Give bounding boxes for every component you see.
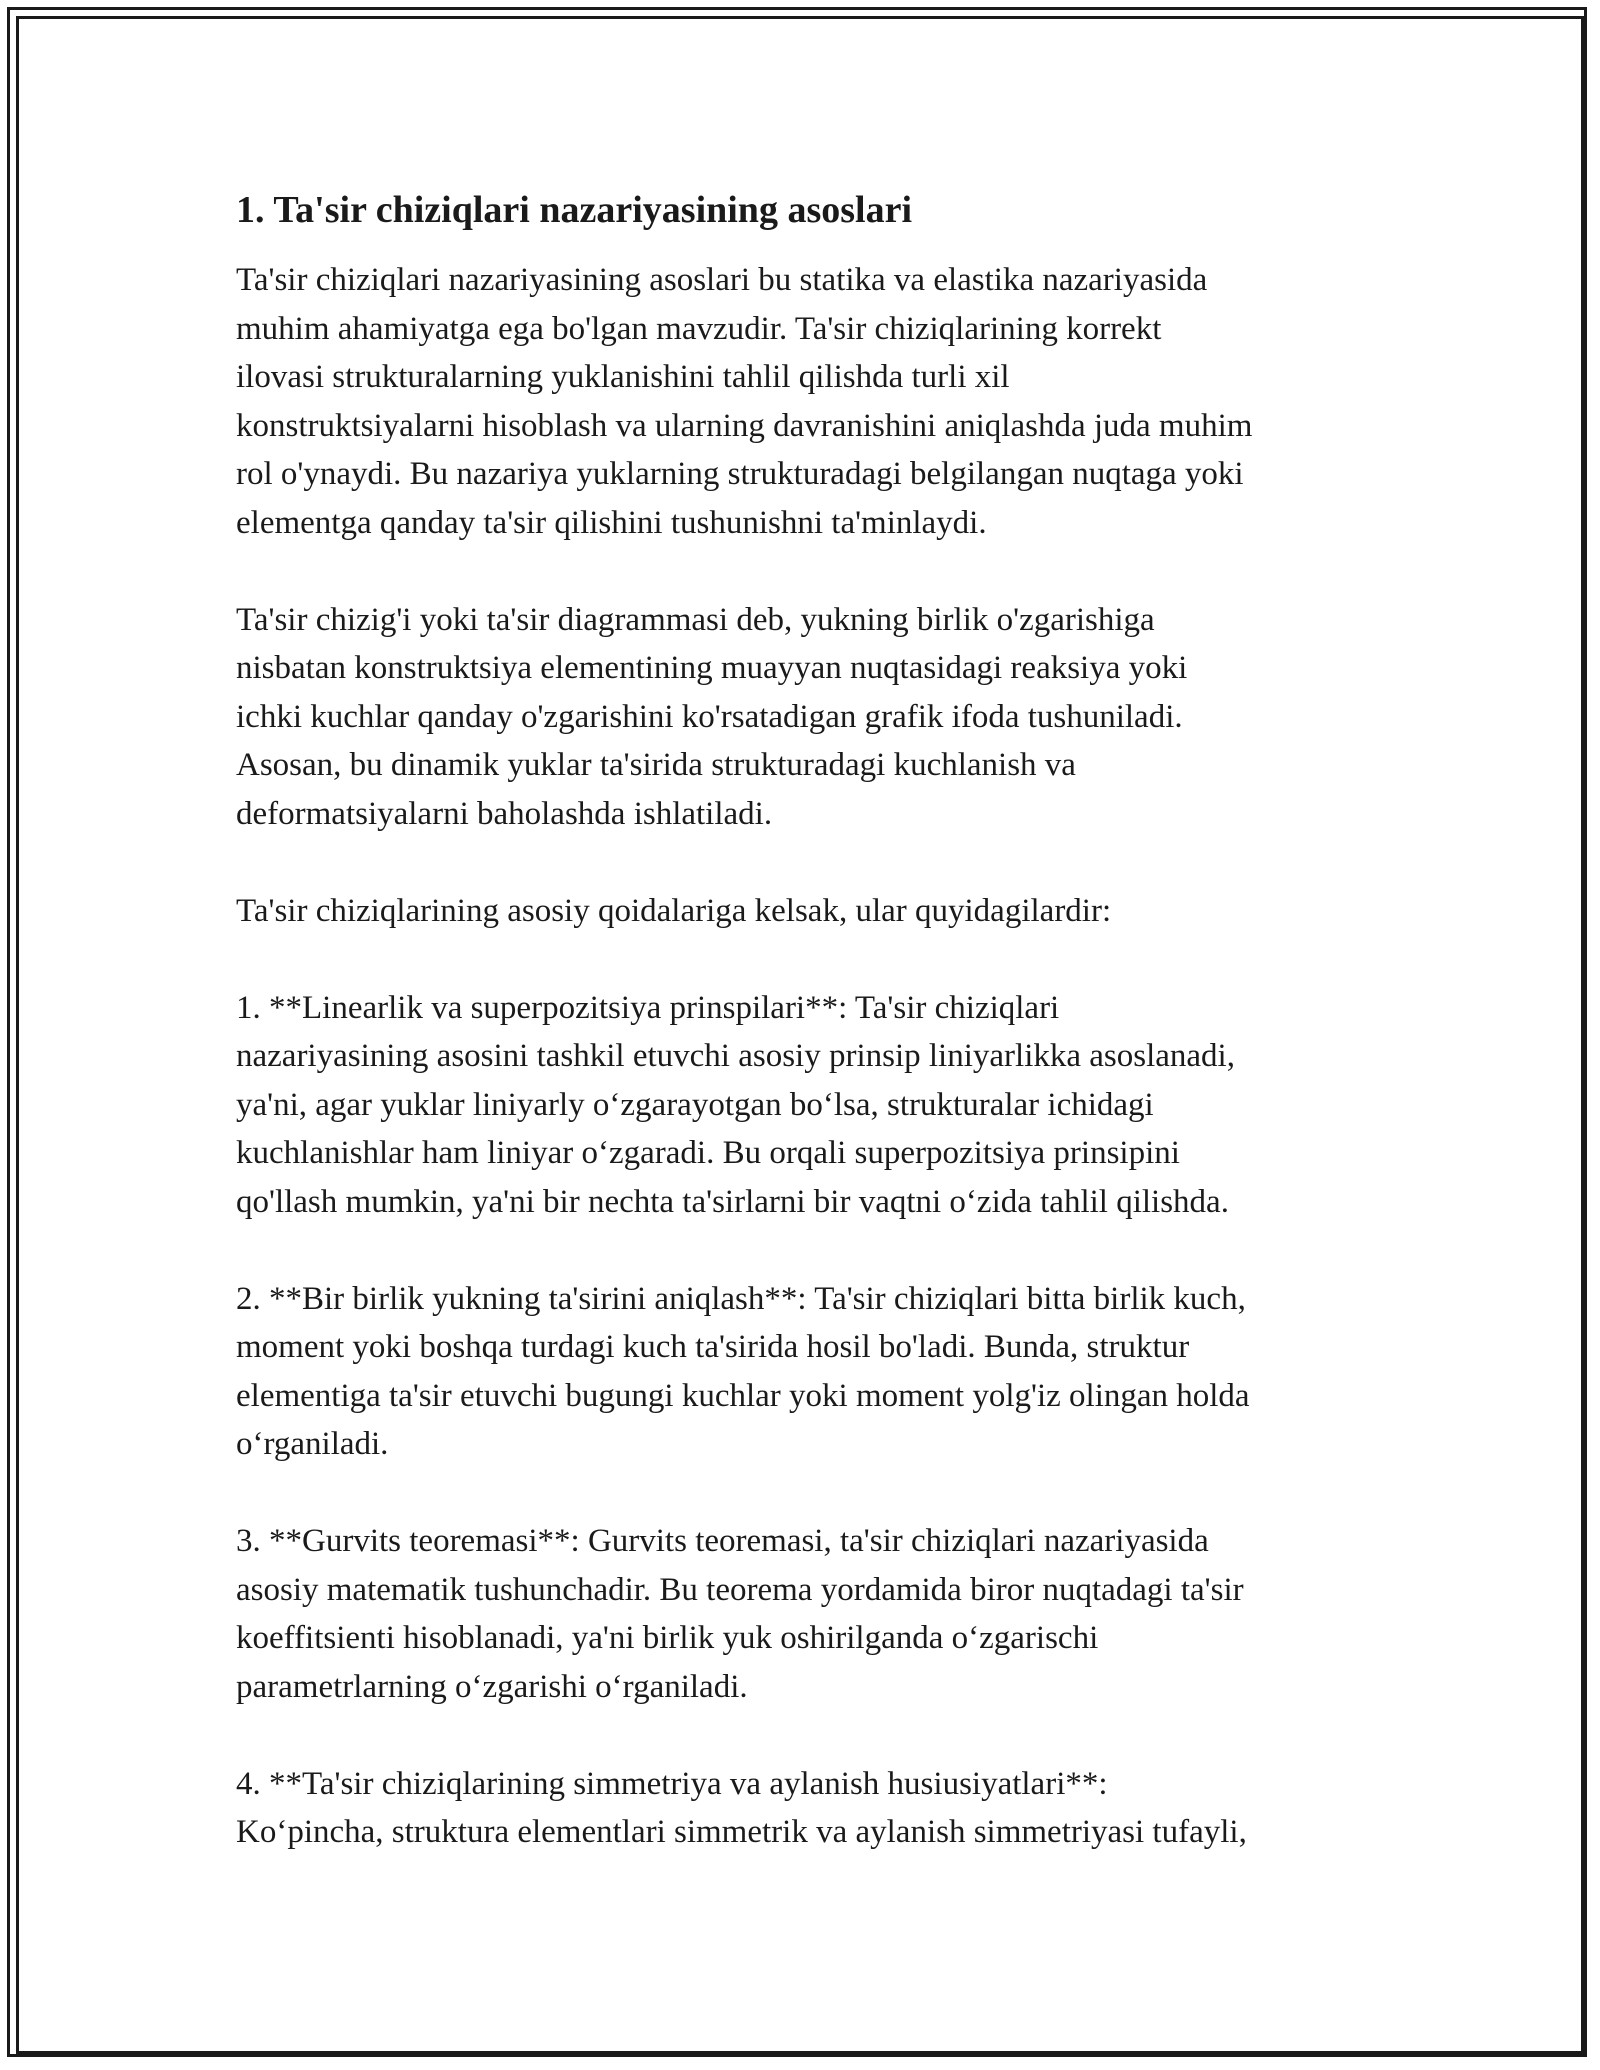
document-body <box>236 186 1376 1905</box>
list-item-3: 3. **Gurvits teoremasi**: Gurvits teoremasi, ta'sir chiziqlari nazariyasida asosiy matematik tushunchadir. Bu teorema yordamida biror nuqtadagi ta'sir koeffitsienti hisoblanadi, ya'ni birlik yuk oshirilganda oʻzgarischi parametrlarning oʻzgarishi oʻrganiladi. <box>236 1523 1244 1705</box>
list-item-2: 2. **Bir birlik yukning ta'sirini aniqlash**: Ta'sir chiziqlari bitta birlik kuch, moment yoki boshqa turdagi kuch ta'sirida hosil bo'ladi. Bunda, struktur elementiga ta'sir etuvchi bugungi kuchlar yoki moment yolg'iz olingan holda oʻrganiladi. <box>236 1280 1250 1462</box>
section-heading: 1. Ta'sir chiziqlari nazariyasining asoslari <box>236 189 913 231</box>
paragraph-intro: Ta'sir chiziqlari nazariyasining asoslari bu statika va elastika nazariyasida muhim ahamiyatga ega bo'lgan mavzudir. Ta'sir chiziqlarining korrekt ilovasi strukturalarning yuklanishini tahlil qilishda turli xil konstruktsiyalarni hisoblash va ularning davranishini aniqlashda juda muhim rol o'ynaydi. Bu nazariya yuklarning strukturadagi belgilangan nuqtaga yoki elementga qanday ta'sir qilishini tushunishni ta'minlaydi. <box>236 262 1253 541</box>
paragraph-rules-intro: Ta'sir chiziqlarining asosiy qoidalariga kelsak, ular quyidagilardir: <box>236 892 1112 929</box>
list-item-4: 4. **Ta'sir chiziqlarining simmetriya va aylanish husiusiyatlari**: Koʻpincha, struktura elementlari simmetrik va aylanish simmetriyasi tufayli, <box>236 1765 1247 1850</box>
list-item-1: 1. **Linearlik va superpozitsiya prinspilari**: Ta'sir chiziqlari nazariyasining asosini tashkil etuvchi asosiy prinsip liniyarlikka asoslanadi, ya'ni, agar yuklar liniyarly oʻzgarayotgan boʻlsa, strukturalar ichidagi kuchlanishlar ham liniyar oʻzgaradi. Bu orqali superpozitsiya prinsipini qo'llash mumkin, ya'ni bir nechta ta'sirlarni bir vaqtni oʻzida tahlil qilishda. <box>236 989 1235 1220</box>
paragraph-definition: Ta'sir chizig'i yoki ta'sir diagrammasi deb, yukning birlik o'zgarishiga nisbatan konstruktsiya elementining muayyan nuqtasidagi reaksiya yoki ichki kuchlar qanday o'zgarishini ko'rsatadigan grafik ifoda tushuniladi. Asosan, bu dinamik yuklar ta'sirida strukturadagi kuchlanish va deformatsiyalarni baholashda ishlatiladi. <box>236 601 1188 832</box>
